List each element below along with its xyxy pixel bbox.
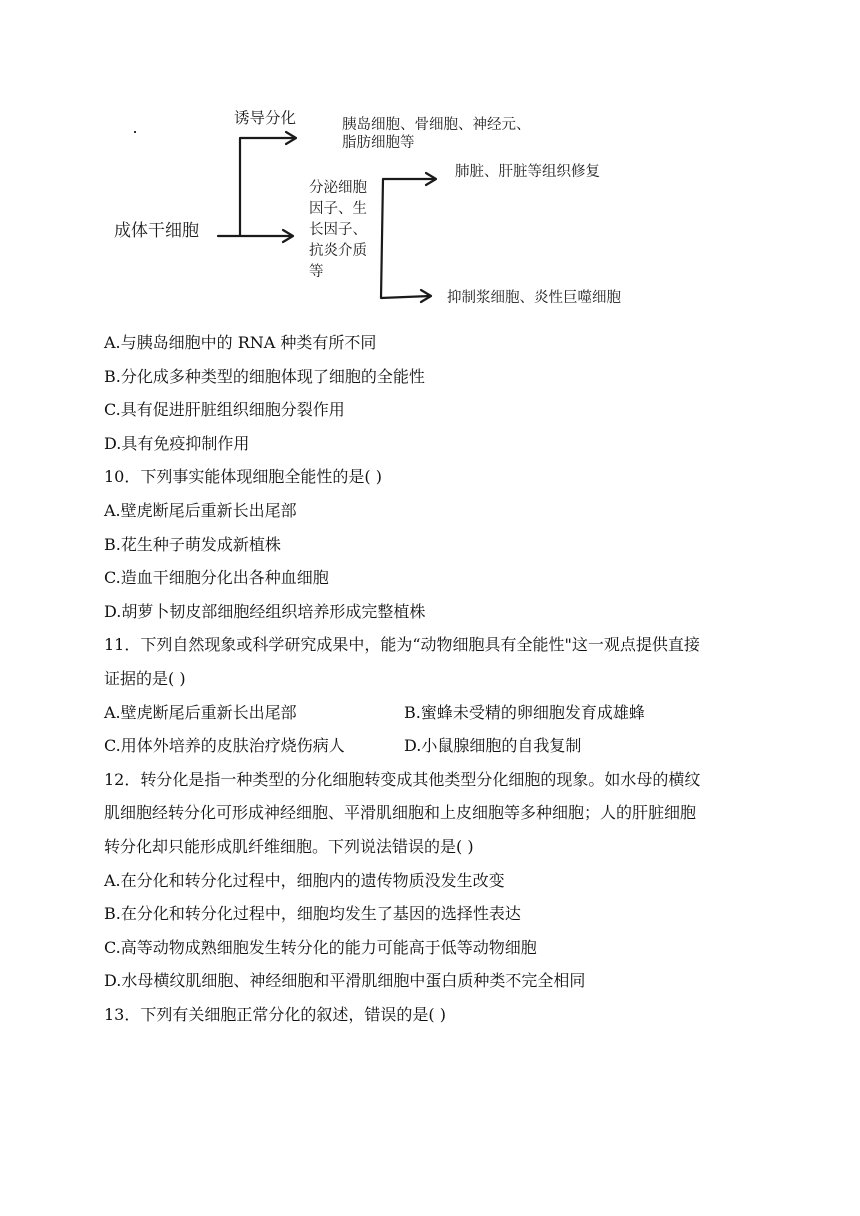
q12-stem-line2: 肌细胞经转分化可形成神经细胞、平滑肌细胞和上皮细胞等多种细胞；人的肝脏细胞 [104,803,697,823]
q12-option-c: C.高等动物成熟细胞发生转分化的能力可能高于低等动物细胞 [104,937,537,957]
q11-options-row-1 [104,696,764,730]
q9-option-a: A.与胰岛细胞中的 RNA 种类有所不同 [104,333,377,352]
induce-label: 诱导分化 [234,109,297,127]
immune-suppress-label: 抑制浆细胞、炎性巨噬细胞 [447,290,621,306]
q11-options-row-2 [104,729,764,763]
q10-stem: 10．下列事实能体现细胞全能性的是( ) [104,467,382,487]
scan-speck [134,131,136,133]
q12-stem-line3: 转分化却只能形成肌纤维细胞。下列说法错误的是( ) [104,836,474,856]
secreted-factors-label: 分泌细胞因子、生长因子、抗炎介质等 [309,180,367,280]
q12-option-d: D.水母横纹肌细胞、神经细胞和平滑肌细胞中蛋白质种类不完全相同 [104,971,586,991]
q11-option-c: C.用体外培养的皮肤治疗烧伤病人 [104,736,345,756]
differentiated-cells-label: 胰岛细胞、骨细胞、神经元、 [342,117,531,133]
q10-option-b: B.花生种子萌发成新植株 [104,534,281,554]
q9-option-b: B.分化成多种类型的细胞体现了细胞的全能性 [104,366,425,386]
question-content [104,326,764,1031]
q12-option-a: A.在分化和转分化过程中，细胞内的遗传物质没发生改变 [104,870,505,890]
q10-option-c: C.造血干细胞分化出各种血细胞 [104,568,329,588]
q11-stem-line2: 证据的是( ) [104,668,186,688]
q12-option-b: B.在分化和转分化过程中，细胞均发生了基因的选择性表达 [104,904,521,924]
q11-option-a: A.壁虎断尾后重新长出尾部 [104,702,297,722]
differentiated-cells-label-2: 脂肪细胞等 [342,135,415,151]
q11-option-d: D.小鼠腺细胞的自我复制 [404,736,582,756]
q11-option-b: B.蜜蜂未受精的卵细胞发育成雄蜂 [404,702,645,722]
q9-option-d: D.具有免疫抑制作用 [104,433,250,453]
q11-stem-line1: 11．下列自然现象或科学研究成果中，能为“动物细胞具有全能性"这一观点提供直接 [104,635,700,655]
q10-option-a: A.壁虎断尾后重新长出尾部 [104,500,297,520]
q9-option-c: C.具有促进肝脏组织细胞分裂作用 [104,400,345,420]
q10-option-d: D.胡萝卜韧皮部细胞经组织培养形成完整植株 [104,601,426,621]
tissue-repair-label: 肺脏、肝脏等组织修复 [455,164,600,180]
q12-stem-line1: 12．转分化是指一种类型的分化细胞转变成其他类型分化细胞的现象。如水母的横纹 [104,769,701,789]
stem-cell-diagram [100,100,660,315]
q13-stem: 13．下列有关细胞正常分化的叙述，错误的是( ) [104,1004,446,1024]
stem-cell-label: 成体干细胞 [114,221,199,241]
